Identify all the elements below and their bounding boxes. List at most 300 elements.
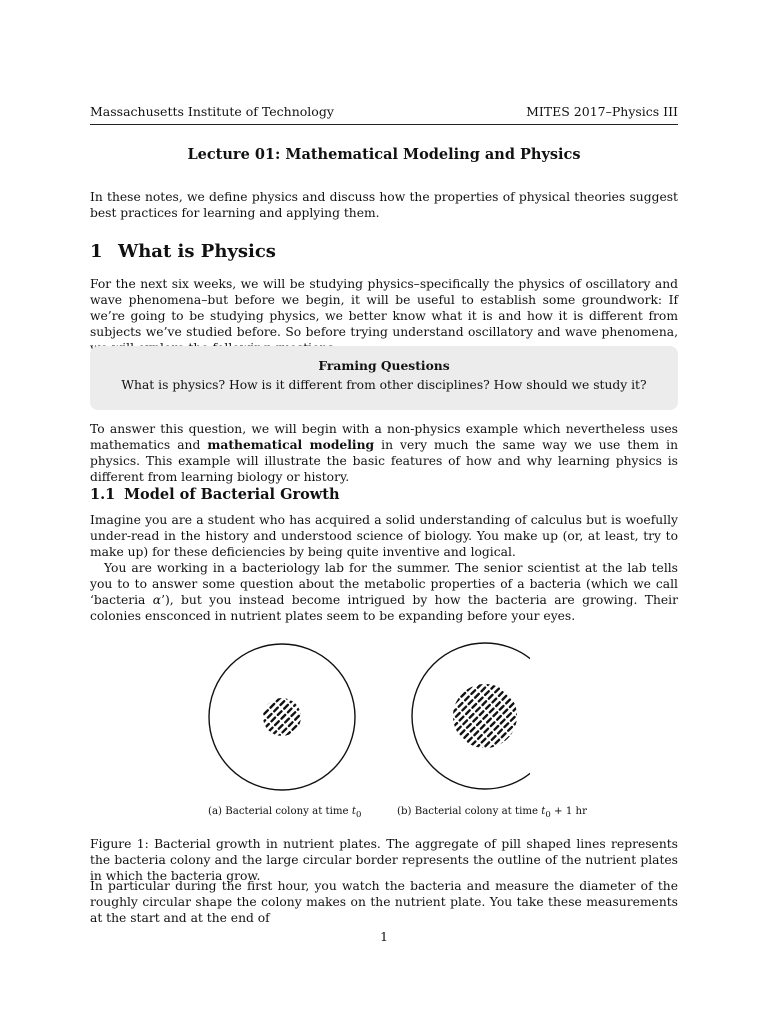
bacterium-pill — [485, 691, 489, 695]
bacterium-pill — [461, 693, 465, 697]
bacterium-pill — [488, 732, 492, 736]
bacterium-pill — [498, 730, 502, 734]
bacterium-pill — [284, 705, 288, 709]
bacterium-pill — [282, 715, 286, 719]
bacterium-pill — [268, 714, 272, 718]
bacterium-pill — [255, 727, 259, 731]
bacterium-pill — [516, 697, 520, 701]
bacterium-pill — [273, 745, 277, 749]
bacterium-pill — [510, 755, 514, 759]
caption-a-sub: 0 — [355, 810, 362, 821]
bacterium-pill — [276, 684, 280, 688]
bacterium-pill — [458, 689, 462, 693]
bacterium-pill — [484, 766, 488, 770]
bacterium-pill — [277, 749, 281, 753]
bacterium-pill — [486, 654, 490, 658]
bacterium-pill — [290, 736, 294, 740]
bacterium-pill — [432, 715, 436, 719]
bacterium-pill — [492, 736, 496, 740]
bacterium-pill — [528, 722, 530, 726]
bacterium-pill — [453, 672, 457, 676]
bacterium-pill — [286, 681, 290, 685]
bacterium-pill — [454, 686, 458, 690]
bacterium-pill — [508, 676, 512, 680]
bacterium-pill — [518, 724, 522, 728]
bacterium-pill — [500, 757, 504, 761]
bacterium-pill — [474, 731, 478, 735]
bacterium-pill — [303, 723, 307, 727]
bacterium-pill — [468, 687, 472, 691]
intro-paragraph: In these notes, we define physics and discuss how the properties of physical theories suggest best practices for learning and applying them. — [90, 190, 678, 220]
subsection-title: Model of Bacterial Growth — [124, 486, 340, 503]
bacterium-pill — [479, 698, 483, 702]
modeling-text-start: To answer this question, we will begin with a non-physics example which nevertheless uses mathematics and — [90, 422, 678, 452]
running-header — [90, 104, 678, 125]
bacterium-pill — [436, 718, 440, 722]
bacterium-pill — [293, 689, 297, 693]
bacterium-pill — [287, 746, 291, 750]
bacterium-pill — [276, 735, 280, 739]
bacterium-pill — [516, 734, 520, 738]
bacterium-pill — [483, 701, 487, 705]
bacterium-pill — [443, 726, 447, 730]
bacterium-pill — [484, 678, 488, 682]
bacterium-pill — [441, 736, 445, 740]
bacterium-pill — [430, 725, 434, 729]
bacterium-pill — [471, 690, 475, 694]
framing-questions-box — [90, 346, 678, 410]
bacterium-pill — [493, 699, 497, 703]
bacterium-pill — [273, 731, 277, 735]
bacterium-pill — [465, 697, 469, 701]
bacterium-pill — [460, 717, 464, 721]
bacterium-pill — [298, 706, 302, 710]
bacterium-pill — [315, 711, 319, 715]
bacterium-pill — [489, 695, 493, 699]
bacterium-pill — [490, 760, 494, 764]
bacterium-pill — [513, 744, 517, 748]
bacterium-pill — [456, 713, 460, 717]
bacterium-pill — [510, 703, 514, 707]
bacterium-pill — [288, 709, 292, 713]
bacterium-pill — [282, 678, 286, 682]
bacterium-pill — [465, 748, 469, 752]
bacterium-pill — [466, 659, 470, 663]
bacterium-pill — [438, 695, 442, 699]
bacterium-pill — [522, 728, 526, 732]
bacterium-pill — [278, 711, 282, 715]
figure-caption: Figure 1: Bacterial growth in nutrient plates. The aggregate of pill shaped lines represents the bacteria colony and the large circular border represents the outline of the nutrient plates in which the bacteria grow. — [90, 837, 678, 883]
bacterium-pill — [309, 717, 313, 721]
bacterium-pill — [493, 750, 497, 754]
bacterium-pill — [270, 690, 274, 694]
bacterium-pill — [489, 746, 493, 750]
bacterium-pill — [504, 672, 508, 676]
bacterium-pill — [477, 773, 481, 777]
bacterium-pill — [435, 705, 439, 709]
bacterium-pill — [279, 674, 283, 678]
bacterium-pill — [283, 691, 287, 695]
bacterium-pill — [496, 702, 500, 706]
bacterium-pill — [517, 711, 521, 715]
bacterium-pill — [504, 710, 508, 714]
bacterium-pill — [483, 715, 487, 719]
bacterium-pill — [306, 727, 310, 731]
bacterium-pill — [462, 744, 466, 748]
bacterium-pill — [495, 689, 499, 693]
bacterium-pill — [251, 723, 255, 727]
bacterium-pill — [470, 765, 474, 769]
bacterium-pill — [257, 703, 261, 707]
bacterium-pill — [494, 675, 498, 679]
bacterium-pill — [521, 714, 525, 718]
bacterium-pill — [478, 684, 482, 688]
bacterium-pill — [259, 730, 263, 734]
bacterium-pill — [442, 712, 446, 716]
bacterium-pill — [284, 742, 288, 746]
modeling-term: mathematical modeling — [207, 437, 375, 452]
bacterium-pill — [273, 694, 277, 698]
bacterium-pill — [312, 707, 316, 711]
bacterium-pill — [267, 700, 271, 704]
bacterium-pill — [506, 737, 510, 741]
bacterium-pill — [431, 701, 435, 705]
bacterium-pill — [281, 752, 285, 756]
section-paragraph: For the next six weeks, we will be studying physics–specifically the physics of oscillatory and wave phenomena–but before we begin, it will be useful to establish some groundwork: If we’re going to be studying physics, we better know what it is and how it is different from subjects we’ve studied before. So before trying understand oscillatory and wave phenomena, — [90, 277, 678, 339]
bacterium-pill — [272, 680, 276, 684]
bacterium-pill — [498, 679, 502, 683]
bacterium-pill — [272, 718, 276, 722]
bacterium-pill — [264, 710, 268, 714]
bacterium-pill — [503, 747, 507, 751]
bacterium-pill — [502, 682, 506, 686]
bacterium-pill — [481, 725, 485, 729]
bacterium-pill — [285, 719, 289, 723]
bacterium-pill — [455, 751, 459, 755]
bacterium-pill — [308, 703, 312, 707]
bacterium-pill — [491, 671, 495, 675]
bacterium-pill — [450, 682, 454, 686]
bacterium-pill — [486, 705, 490, 709]
bacterium-pill — [451, 696, 455, 700]
bacterium-pill — [501, 669, 505, 673]
bacterium-pill — [487, 719, 491, 723]
bacterium-pill — [476, 657, 480, 661]
bacterium-pill — [265, 724, 269, 728]
caption-a-text: (a) Bacterial colony at time — [208, 806, 352, 817]
bacterium-pill — [483, 664, 487, 668]
bacterium-pill — [482, 650, 486, 654]
bacterium-pill — [240, 712, 244, 716]
bacterium-pill — [299, 720, 303, 724]
bacterium-pill — [291, 699, 295, 703]
bacterium-pill — [266, 687, 270, 691]
bacterium-pill — [470, 714, 474, 718]
bacterium-pill — [494, 764, 498, 768]
bacterium-pill — [520, 701, 524, 705]
bacterium-pill — [459, 703, 463, 707]
bacterium-pill — [290, 685, 294, 689]
bacterium-pill — [275, 721, 279, 725]
bacterium-pill — [482, 739, 486, 743]
bacterium-pill — [493, 661, 497, 665]
bacterium-pill — [463, 669, 467, 673]
bacterium-pill — [450, 719, 454, 723]
bacterium-pill — [504, 761, 508, 765]
bacterium-pill — [297, 692, 301, 696]
bacterium-pill — [505, 723, 509, 727]
bacterium-pill — [477, 670, 481, 674]
bacterium-pill — [469, 663, 473, 667]
bacterium-pill — [515, 683, 519, 687]
bacterium-pill — [505, 686, 509, 690]
caption-b-sub: 0 — [545, 810, 551, 821]
bacterium-pill — [300, 733, 304, 737]
bacterium-pill — [512, 680, 516, 684]
bacterium-pill — [486, 756, 490, 760]
bacterium-pill — [279, 725, 283, 729]
bacterium-pill — [475, 694, 479, 698]
bacterium-pill — [433, 728, 437, 732]
measurement-paragraph: In particular during the first hour, you watch the bacteria and measure the diameter of the roughly circular shape the colony makes on the nutrient plate. You take these measurements at the start and at the end of — [90, 879, 678, 925]
bacterium-pill — [519, 738, 523, 742]
framing-questions: What is physics? How is it different from other disciplines? How should we study it? — [121, 378, 647, 392]
bacterium-pill — [447, 729, 451, 733]
bacterium-pill — [479, 749, 483, 753]
caption-b-suffix: + 1 hr — [550, 806, 587, 817]
header-course: MITES 2017–Physics III — [526, 104, 678, 119]
bacterium-pill — [295, 716, 299, 720]
bacterium-pill — [507, 713, 511, 717]
bacterium-pill — [460, 679, 464, 683]
bacterium-pill — [466, 762, 470, 766]
bacterium-pill — [464, 734, 468, 738]
section-number: 1 — [90, 241, 103, 262]
bacterium-pill — [260, 707, 264, 711]
bacterium-pill — [509, 690, 513, 694]
bacterium-pill — [457, 676, 461, 680]
page-number: 1 — [380, 930, 388, 944]
bacterium-pill — [527, 708, 530, 712]
bacterium-pill — [496, 740, 500, 744]
bacterium-pill — [526, 694, 530, 698]
bacterium-pill — [491, 774, 495, 778]
bacterium-pill — [319, 714, 323, 718]
bacterium-pill — [305, 713, 309, 717]
bacterium-pill — [507, 751, 511, 755]
bacterium-pill — [472, 653, 476, 657]
bacterium-pill — [524, 704, 528, 708]
bacterium-pill — [468, 738, 472, 742]
bacterium-pill — [476, 708, 480, 712]
bacterium-pill — [452, 709, 456, 713]
bacterium-pill — [451, 733, 455, 737]
bacterium-pill — [269, 728, 273, 732]
bacterium-pill — [313, 721, 317, 725]
bacterium-pill — [439, 708, 443, 712]
bacterium-pill — [517, 748, 521, 752]
bacterium-pill — [286, 732, 290, 736]
bacterium-pill — [519, 687, 523, 691]
bacterium-pill — [441, 698, 445, 702]
bacterium-pill — [277, 698, 281, 702]
bacterium-pill — [445, 702, 449, 706]
bacterium-pill — [529, 735, 530, 739]
bacterium-pill — [512, 731, 516, 735]
bacterium-pill — [475, 745, 479, 749]
bacterium-pill — [446, 716, 450, 720]
bacterium-pill — [462, 707, 466, 711]
caption-b-text: (b) Bacterial colony at time — [397, 806, 542, 817]
bacterium-pill — [266, 738, 270, 742]
bacterium-pill — [426, 721, 430, 725]
bacterium-pill — [301, 696, 305, 700]
bacterium-pill — [287, 695, 291, 699]
bacterium-pill — [434, 691, 438, 695]
bacterium-pill — [448, 692, 452, 696]
bacterium-pill — [514, 707, 518, 711]
modeling-paragraph — [90, 421, 678, 485]
bacterium-pill — [470, 677, 474, 681]
bacteria-figure — [200, 640, 530, 830]
bacterium-pill — [480, 660, 484, 664]
bacterium-pill — [440, 685, 444, 689]
bacterium-pill — [484, 729, 488, 733]
bacterium-pill — [492, 685, 496, 689]
bacterium-pill — [508, 727, 512, 731]
bacterium-pill — [448, 743, 452, 747]
bacterium-pill — [481, 776, 485, 780]
bacterium-pill — [258, 717, 262, 721]
bacterium-pill — [253, 699, 257, 703]
bacterium-pill — [488, 681, 492, 685]
bacterium-pill — [490, 709, 494, 713]
bacterium-pill — [296, 730, 300, 734]
bacterium-pill — [270, 741, 274, 745]
bacterium-pill — [254, 713, 258, 717]
bacterium-pill — [525, 718, 529, 722]
bacterium-pill — [477, 721, 481, 725]
bacterium-pill — [457, 727, 461, 731]
bacterium-pill — [481, 674, 485, 678]
bacterium-pill — [289, 722, 293, 726]
section-heading — [90, 241, 678, 262]
bacterium-pill — [471, 728, 475, 732]
bacterium-pill — [467, 673, 471, 677]
bacterium-pill — [515, 721, 519, 725]
subsection-heading — [90, 486, 678, 503]
bacterium-pill — [473, 718, 477, 722]
bacterium-pill — [425, 707, 429, 711]
bacterium-pill — [490, 658, 494, 662]
bacterium-pill — [304, 700, 308, 704]
bacteria-colony-a — [240, 674, 322, 756]
bacterium-pill — [485, 780, 489, 784]
subsection-number: 1.1 — [90, 486, 116, 503]
bacterium-pill — [263, 697, 267, 701]
bacterium-pill — [447, 678, 451, 682]
bacterium-pill — [250, 709, 254, 713]
bacterium-pill — [479, 646, 483, 650]
bacterium-pill — [461, 730, 465, 734]
bacterium-pill — [444, 740, 448, 744]
bacterium-pill — [274, 708, 278, 712]
section-title: What is Physics — [118, 241, 276, 262]
student-paragraph: Imagine you are a student who has acquired a solid understanding of calculus but is woefully under-read in the history and understood science of biology. You make up (or, at least, try to make up) for these deficiencies by being quite inventive and logical. — [90, 513, 678, 559]
bacterium-pill — [283, 729, 287, 733]
bacterium-pill — [281, 701, 285, 705]
bacterium-pill — [271, 704, 275, 708]
modeling-text-end: in very much the same way we use them in physics. This example will illustrate the basic features of how and why learning physics is different from learning biology or history. — [90, 438, 678, 484]
header-institution: Massachusetts Institute of Technology — [90, 104, 334, 119]
bacterium-pill — [476, 759, 480, 763]
bacterium-pill — [499, 692, 503, 696]
bacterium-pill — [502, 733, 506, 737]
bacterium-pill — [473, 755, 477, 759]
bacterium-pill — [261, 720, 265, 724]
bacterium-pill — [421, 704, 425, 708]
bacterium-pill — [478, 735, 482, 739]
bacterium-pill — [501, 720, 505, 724]
bacterium-pill — [294, 702, 298, 706]
bacterium-pill — [485, 742, 489, 746]
bacterium-pill — [497, 767, 501, 771]
bacterium-pill — [248, 719, 252, 723]
bacterium-pill — [526, 732, 530, 736]
bacterium-pill — [244, 716, 248, 720]
bacteria-colony-b — [415, 646, 530, 783]
bacterium-pill — [497, 665, 501, 669]
bacterium-pill — [262, 734, 266, 738]
bacterium-pill — [480, 711, 484, 715]
bacterium-pill — [469, 700, 473, 704]
bacterium-pill — [453, 723, 457, 727]
bacterium-pill — [463, 720, 467, 724]
lecture-title: Lecture 01: Mathematical Modeling and Physics — [187, 146, 581, 163]
bacterium-pill — [474, 769, 478, 773]
bacterium-pill — [497, 754, 501, 758]
bacterium-pill — [474, 680, 478, 684]
bacterium-pill — [503, 696, 507, 700]
bacterium-pill — [302, 710, 306, 714]
bacterium-pill — [429, 711, 433, 715]
bacterium-pill — [467, 724, 471, 728]
bacterium-pill — [495, 726, 499, 730]
bacterium-pill — [494, 712, 498, 716]
bacterium-pill — [454, 737, 458, 741]
bacterium-pill — [491, 722, 495, 726]
bacterium-pill — [497, 716, 501, 720]
alpha-symbol: α — [152, 593, 162, 607]
bacterium-pill — [459, 754, 463, 758]
bacterium-pill — [293, 726, 297, 730]
bacterium-pill — [419, 714, 423, 718]
bacterium-pill — [472, 742, 476, 746]
lab-text-end: ’), but you instead become intrigued by how the bacteria are growing. Their colonies ensconced in nutrient plates seem to be expanding before your eyes. — [90, 593, 678, 623]
bacterium-pill — [523, 742, 527, 746]
bacterium-pill — [480, 763, 484, 767]
framing-title: Framing Questions — [318, 358, 450, 373]
bacterium-pill — [247, 706, 251, 710]
bacterium-pill — [483, 753, 487, 757]
bacterium-pill — [452, 747, 456, 751]
bacterium-pill — [259, 693, 263, 697]
bacterium-pill — [440, 722, 444, 726]
bacterium-pill — [459, 666, 463, 670]
bacterium-pill — [472, 704, 476, 708]
bacterium-pill — [280, 739, 284, 743]
bacterium-pill — [294, 740, 298, 744]
